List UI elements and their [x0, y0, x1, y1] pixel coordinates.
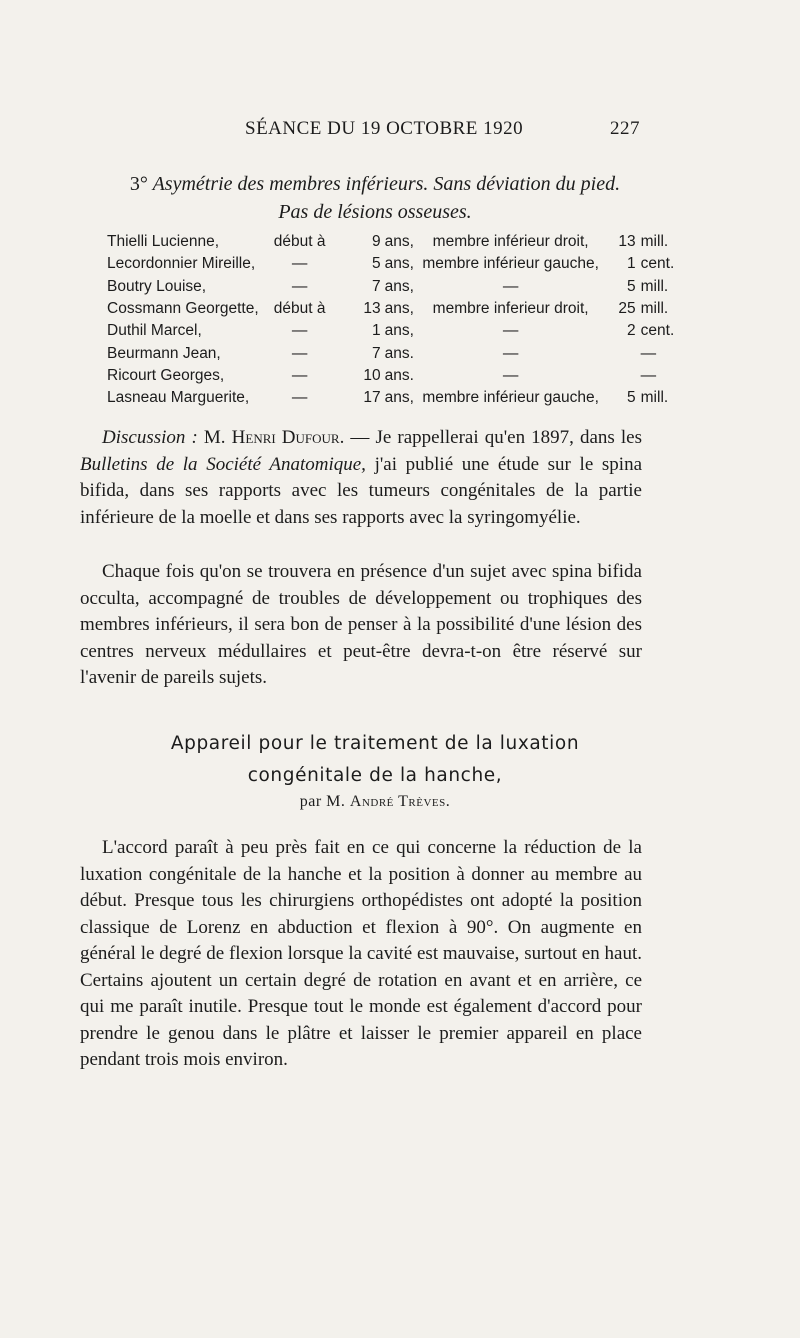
case-name: Beurmann Jean, [107, 344, 221, 362]
discussion-label: Discussion : [102, 427, 198, 448]
discussion-text-1b: j'ai publié une étude sur le spina bifida, dans ses rapports avec les tumeurs congénitales de la partie inférieure de la moelle et dans ses rapports avec la syringomyélie. [80, 453, 643, 528]
running-title: SÉANCE DU 19 OCTOBRE 1920 [245, 118, 524, 139]
case-age-unit: ans, [384, 277, 414, 295]
article-body-paragraph [80, 835, 642, 1074]
case-age: 5 [372, 255, 381, 273]
table-row [107, 253, 681, 275]
discussion-paragraph-2 [80, 559, 642, 692]
case-measure: 13 [618, 233, 636, 251]
discussion-author-prefix: M. [203, 427, 226, 448]
table-row [107, 298, 681, 320]
section-number: 3° [129, 173, 148, 195]
discussion-author: Henri Dufour. [231, 427, 345, 448]
case-onset: début à [273, 300, 326, 318]
discussion-text-1a: — Je rappellerai qu'en 1897, dans les [350, 427, 643, 448]
case-measure: 1 [627, 255, 636, 273]
table-row [107, 342, 681, 364]
case-name: Boutry Louise, [107, 277, 207, 295]
case-measure-unit: mill. [640, 277, 669, 295]
case-age: 17 [363, 389, 381, 407]
case-name: Cossmann Georgette, [107, 300, 259, 318]
case-limb: membre inférieur gauche, [422, 255, 599, 273]
case-onset: — [291, 322, 308, 340]
table-row [107, 276, 681, 298]
case-limb: — [502, 344, 519, 362]
case-age-unit: ans, [384, 233, 414, 251]
table-row [107, 320, 681, 342]
case-limb: membre inférieur droit, [432, 233, 589, 251]
case-limb: — [502, 322, 519, 340]
case-measure [601, 365, 641, 387]
byline-author: André Trèves. [349, 793, 451, 810]
section-title-line1: Asymétrie des membres inférieurs. Sans déviation du pied. [152, 173, 621, 195]
table-row [107, 365, 681, 387]
case-age: 7 [372, 344, 381, 362]
discussion-text-2: Chaque fois qu'on se trouvera en présence d'un sujet avec spina bifida occulta, accompagné de troubles de développement ou trophiques des membres inférieurs, il sera bon de penser à la possibilité d'une lésion des centres nerveux médullaires et peut-être devra-t-on être réservé sur l'avenir de pareils sujets. [80, 561, 642, 688]
case-measure-unit: mill. [640, 300, 669, 318]
case-age-unit: ans, [384, 255, 414, 273]
case-measure: 5 [627, 389, 636, 407]
case-measure-unit: cent. [640, 255, 675, 273]
article-title-line1: Appareil pour le traitement de la luxation [170, 733, 580, 754]
section-heading [80, 170, 670, 226]
case-age-unit: ans. [384, 366, 414, 384]
case-age: 10 [363, 366, 381, 384]
case-name: Lasneau Marguerite, [107, 389, 250, 407]
case-measure [601, 342, 641, 364]
case-measure: 5 [627, 277, 636, 295]
case-measure-unit: — [640, 366, 657, 384]
case-age: 1 [372, 322, 381, 340]
case-measure: 25 [618, 300, 636, 318]
journal-title: Bulletins de la Société Anatomique, [80, 453, 366, 475]
article-title [80, 728, 670, 792]
case-name: Thielli Lucienne, [107, 233, 220, 251]
case-age: 7 [372, 277, 381, 295]
case-onset: — [291, 389, 308, 407]
case-age-unit: ans, [384, 389, 414, 407]
case-name: Ricourt Georges, [107, 366, 225, 384]
table-row [107, 231, 681, 253]
byline-prefix: par M. [299, 793, 346, 810]
article-body-text: L'accord paraît à peu près fait en ce qui concerne la réduction de la luxation congénitale de la hanche et la position à donner au membre au début. Presque tous les chirurgiens orthopédistes ont adopté la position classique de Lorenz en abduction et flexion à 90°. On augmente en général le degré de flexion lorsque la cavité est mauvaise, surtout en haut. Certains ajoutent un certain degré de rotation en avant et en arrière, ce qui me paraît inutile. Presque tout le monde est également d'accord pour prendre le genou dans le plâtre et laisser le premier appareil en place pendant trois mois environ. [80, 837, 642, 1070]
case-name: Duthil Marcel, [107, 322, 202, 340]
case-limb: membre inferieur droit, [432, 300, 589, 318]
case-measure-unit: mill. [640, 233, 669, 251]
article-title-line2: congénitale de la hanche, [247, 765, 503, 786]
case-measure: 2 [627, 322, 636, 340]
page-number: 227 [610, 118, 640, 139]
article-byline [80, 793, 670, 811]
case-onset: — [291, 344, 308, 362]
case-onset: — [291, 255, 308, 273]
case-onset: — [291, 277, 308, 295]
table-row [107, 387, 681, 409]
discussion-paragraph [80, 425, 642, 531]
section-title-line2: Pas de lésions osseuses. [278, 201, 472, 223]
case-age: 13 [363, 300, 381, 318]
case-age-unit: ans, [384, 322, 414, 340]
case-name: Lecordonnier Mireille, [107, 255, 256, 273]
case-age-unit: ans, [384, 300, 414, 318]
case-limb: — [502, 277, 519, 295]
cases-table-body [107, 231, 681, 409]
case-limb: — [502, 366, 519, 384]
case-measure-unit: mill. [640, 389, 669, 407]
case-age: 9 [372, 233, 381, 251]
case-onset: — [291, 366, 308, 384]
case-age-unit: ans. [384, 344, 414, 362]
cases-table [107, 231, 681, 409]
case-limb: membre inférieur gauche, [422, 389, 599, 407]
case-measure-unit: cent. [640, 322, 675, 340]
case-onset: début à [273, 233, 326, 251]
case-measure-unit: — [640, 344, 657, 362]
